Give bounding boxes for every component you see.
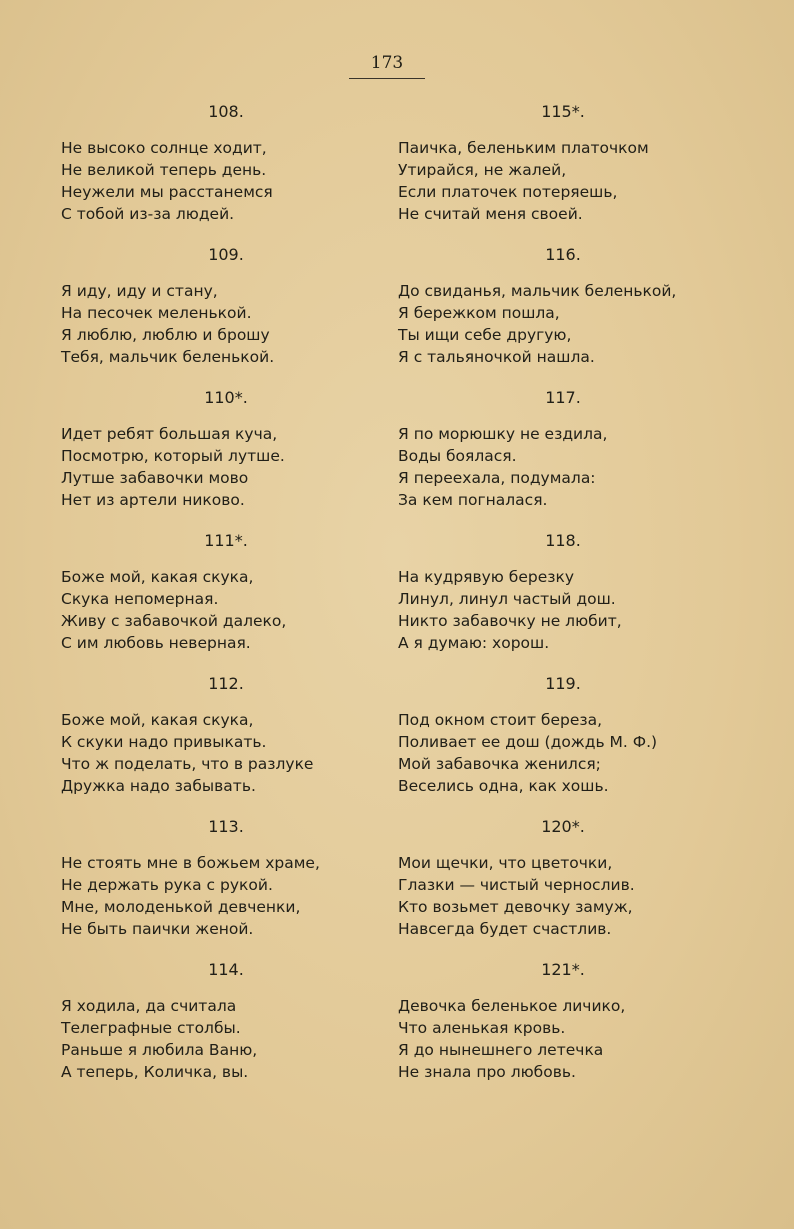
poem-gap: [61, 797, 391, 815]
poem-line: Раньше я любила Ваню,: [61, 1041, 258, 1059]
poem: [61, 815, 391, 940]
poem-line: На песочек меленькой.: [61, 304, 252, 322]
poem-line: Не быть паички женой.: [61, 920, 254, 938]
poem-line: Девочка беленькое личико,: [398, 997, 626, 1015]
poem-line: За кем погналася.: [398, 491, 548, 509]
poem-line: Под окном стоит береза,: [398, 711, 603, 729]
poem-line: Не великой теперь день.: [61, 161, 267, 179]
poem-line: С тобой из-за людей.: [61, 205, 235, 223]
poem: [398, 815, 728, 940]
poem-line: Я бережком пошла,: [398, 304, 560, 322]
poem: [61, 958, 391, 1083]
poem-line: Я люблю, люблю и брошу: [61, 326, 270, 344]
poem-gap: [61, 511, 391, 529]
poem-gap: [61, 940, 391, 958]
poem-gap: [398, 225, 728, 243]
poem-line: Никто забавочку не любит,: [398, 612, 622, 630]
poem-line: Не считай меня своей.: [398, 205, 583, 223]
poem-line: Я до нынешнего летечка: [398, 1041, 604, 1059]
poem-line: Линул, линул частый дош.: [398, 590, 616, 608]
poem-number: 119.: [545, 674, 581, 693]
poem-line: Посмотрю, который лутше.: [61, 447, 285, 465]
poem-line: А я думаю: хорош.: [398, 634, 550, 652]
poem-number: 117.: [545, 388, 581, 407]
poem: [398, 100, 728, 225]
poem-line: Утирайся, не жалей,: [398, 161, 567, 179]
poem-line: Не стоять мне в божьем храме,: [61, 854, 320, 872]
poem-line: Скука непомерная.: [61, 590, 219, 608]
poem-line: Не высоко солнце ходит,: [61, 139, 267, 157]
poem-gap: [398, 511, 728, 529]
poem-gap: [61, 225, 391, 243]
poem: [61, 243, 391, 368]
poem: [398, 672, 728, 797]
poem-line: Лутше забавочки мово: [61, 469, 249, 487]
poem-line: Не держать рука с рукой.: [61, 876, 273, 894]
page-number: 173: [370, 53, 404, 73]
poem: [61, 100, 391, 225]
right-column: [398, 100, 728, 1083]
poem-line: Живу с забавочкой далеко,: [61, 612, 287, 630]
poem-line: Кто возьмет девочку замуж,: [398, 898, 633, 916]
poem-gap: [398, 654, 728, 672]
poem-line: Что ж поделать, что в разлуке: [61, 755, 314, 773]
poem-line: Тебя, мальчик беленькой.: [61, 348, 275, 366]
poem-number: 116.: [545, 245, 581, 264]
poem-line: А теперь, Количка, вы.: [61, 1063, 249, 1081]
poem-number: 110*.: [204, 388, 248, 407]
poem: [398, 243, 728, 368]
poem-number: 114.: [208, 960, 244, 979]
poem: [398, 529, 728, 654]
poem-gap: [61, 368, 391, 386]
poem-number: 121*.: [541, 960, 585, 979]
poem-gap: [61, 654, 391, 672]
poem-line: Паичка, беленьким платочком: [398, 139, 649, 157]
poem-gap: [398, 368, 728, 386]
poem-line: Воды боялася.: [398, 447, 517, 465]
poem: [61, 672, 391, 797]
poem-line: Мне, молоденькой девченки,: [61, 898, 301, 916]
poem-line: Я по морюшку не ездила,: [398, 425, 608, 443]
poem-line: Боже мой, какая скука,: [61, 568, 254, 586]
poem-line: Глазки — чистый чернослив.: [398, 876, 635, 894]
poem-line: На кудрявую березку: [398, 568, 575, 586]
poem-line: Ты ищи себе другую,: [398, 326, 572, 344]
poem-number: 115*.: [541, 102, 585, 121]
poem-line: Дружка надо забывать.: [61, 777, 256, 795]
poem-line: Я иду, иду и стану,: [61, 282, 218, 300]
poem-line: Поливает ее дош (дождь М. Ф.): [398, 733, 658, 751]
poem-number: 109.: [208, 245, 244, 264]
poem-line: Если платочек потеряешь,: [398, 183, 618, 201]
poem-line: Мои щечки, что цветочки,: [398, 854, 613, 872]
poem-line: Боже мой, какая скука,: [61, 711, 254, 729]
poem-line: К скуки надо привыкать.: [61, 733, 267, 751]
poem-number: 113.: [208, 817, 244, 836]
poem-number: 118.: [545, 531, 581, 550]
page-number-rule: [349, 78, 425, 79]
poem-line: Мой забавочка женился;: [398, 755, 601, 773]
poem-line: Не знала про любовь.: [398, 1063, 576, 1081]
poem-line: Я переехала, подумала:: [398, 469, 596, 487]
poem-line: Идет ребят большая куча,: [61, 425, 278, 443]
poem: [398, 958, 728, 1083]
poem: [61, 386, 391, 511]
poem-line: Я ходила, да считала: [61, 997, 237, 1015]
poem: [61, 529, 391, 654]
left-column: [61, 100, 391, 1083]
poem-gap: [398, 940, 728, 958]
poem-line: Неужели мы расстанемся: [61, 183, 273, 201]
poem-gap: [398, 797, 728, 815]
poem-number: 120*.: [541, 817, 585, 836]
poem-line: Я с тальяночкой нашла.: [398, 348, 595, 366]
poem-line: Телеграфные столбы.: [61, 1019, 241, 1037]
poem-number: 112.: [208, 674, 244, 693]
poem-number: 108.: [208, 102, 244, 121]
poem-line: Что аленькая кровь.: [398, 1019, 566, 1037]
poem-line: До свиданья, мальчик беленькой,: [398, 282, 677, 300]
poem-line: Нет из артели никово.: [61, 491, 245, 509]
poem: [398, 386, 728, 511]
poem-number: 111*.: [204, 531, 248, 550]
poem-line: С им любовь неверная.: [61, 634, 251, 652]
poem-line: Веселись одна, как хошь.: [398, 777, 609, 795]
poem-line: Навсегда будет счастлив.: [398, 920, 612, 938]
